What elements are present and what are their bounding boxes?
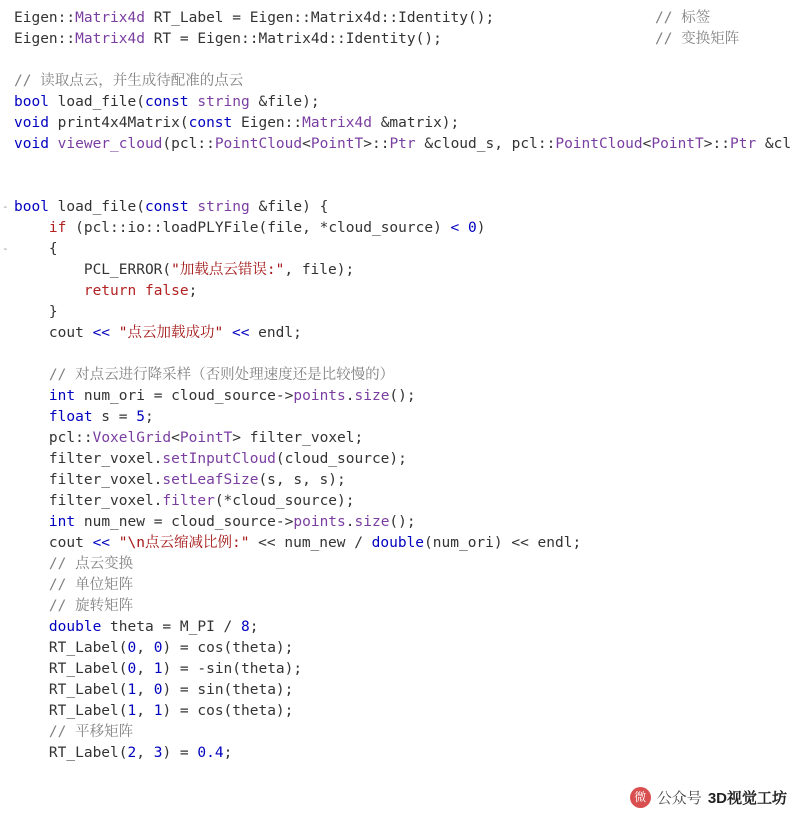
code-token: PointT <box>310 136 364 152</box>
code-token: &matrix); <box>371 115 460 131</box>
indent <box>14 493 49 509</box>
code-token: RT_Label( <box>48 640 128 656</box>
code-line <box>0 197 799 218</box>
code-token <box>136 283 145 299</box>
code-token: VoxelGrid <box>92 430 172 446</box>
code-token: const <box>188 115 233 131</box>
wechat-badge-icon: 微 <box>630 787 651 808</box>
trailing-comment-matrix: // 变换矩阵 <box>655 31 740 47</box>
code-token: ) = -sin(theta); <box>162 661 303 677</box>
code-token: RT = <box>144 31 198 47</box>
code-token <box>110 535 119 551</box>
code-token: viewer_cloud <box>57 136 163 152</box>
indent <box>14 472 49 488</box>
code-token: const <box>144 199 189 215</box>
code-token: PointT <box>179 430 233 446</box>
indent <box>14 220 49 236</box>
code-line <box>0 407 799 428</box>
code-token: Identity(); <box>398 10 495 26</box>
code-token: 5 <box>136 409 145 425</box>
code-token: ) <box>476 220 486 236</box>
code-token: (); <box>389 388 416 404</box>
code-token <box>223 325 232 341</box>
code-token: RT_Label( <box>48 661 128 677</box>
code-line <box>0 281 799 302</box>
code-token: num_new = cloud_source-> <box>75 514 294 530</box>
code-token: PCL_ERROR( <box>83 262 172 278</box>
code-token: Matrix4d <box>302 115 372 131</box>
code-token: 1 <box>127 682 137 698</box>
code-line <box>0 134 799 155</box>
code-token: double <box>48 619 102 635</box>
code-token: print4x4Matrix( <box>48 115 189 131</box>
indent <box>14 661 49 677</box>
code-line <box>0 638 799 659</box>
code-line <box>0 323 799 344</box>
code-token: , file); <box>284 262 355 278</box>
indent <box>14 535 49 551</box>
code-line <box>0 470 799 491</box>
code-token: 0 <box>127 640 137 656</box>
code-token: . <box>345 388 355 404</box>
code-token: PointT <box>651 136 704 152</box>
code-token: PointCloud <box>214 136 303 152</box>
code-token: setLeafSize <box>162 472 259 488</box>
code-token: bool <box>14 199 49 215</box>
code-token: RT_Label( <box>48 703 128 719</box>
code-token: float <box>48 409 93 425</box>
code-token <box>459 220 468 236</box>
code-token: void <box>14 115 49 131</box>
code-token: } <box>48 304 58 320</box>
code-token: &cloud_s, pcl <box>415 136 538 152</box>
indent <box>14 640 49 656</box>
code-token: < <box>642 136 652 152</box>
code-token: ; <box>249 619 259 635</box>
code-token: io <box>127 220 145 236</box>
code-line <box>0 302 799 323</box>
code-token: , <box>136 745 154 761</box>
code-token: (cloud_source); <box>275 451 407 467</box>
code-token: , <box>136 682 154 698</box>
code-line <box>0 92 799 113</box>
code-token: Identity(); <box>345 31 442 47</box>
code-line <box>0 386 799 407</box>
code-token: < <box>450 220 460 236</box>
indent <box>14 304 49 320</box>
code-line <box>0 596 799 617</box>
code-token: load_file( <box>48 94 145 110</box>
code-token: size <box>354 514 390 530</box>
code-token: Matrix4d <box>75 31 145 47</box>
code-token: ) = cos(theta); <box>162 640 294 656</box>
code-token: Ptr <box>729 136 757 152</box>
code-token: :: <box>110 220 128 236</box>
code-token: bool <box>14 94 49 110</box>
indent <box>14 388 49 404</box>
code-token: 1 <box>153 661 163 677</box>
code-token: const <box>144 94 189 110</box>
code-token: << <box>231 325 250 341</box>
code-line <box>0 512 799 533</box>
watermark-name: 3D视觉工坊 <box>707 790 787 807</box>
code-token: ) = sin(theta); <box>162 682 294 698</box>
code-token: 0 <box>127 661 137 677</box>
code-line <box>0 722 799 743</box>
code-line <box>0 239 799 260</box>
indent <box>14 367 49 383</box>
code-token: RT_Label( <box>48 682 128 698</box>
code-token: // 点云变换 <box>48 556 134 572</box>
code-line <box>0 155 799 176</box>
code-token: theta = M_PI / <box>101 619 241 635</box>
code-line <box>0 50 799 71</box>
code-token: // 旋转矩阵 <box>48 598 134 614</box>
code-token: :: <box>537 136 556 152</box>
code-token <box>232 115 241 131</box>
code-token: filter_voxel. <box>48 493 163 509</box>
code-token: . <box>345 514 355 530</box>
code-token: // 平移矩阵 <box>48 724 134 740</box>
code-token: loadPLYFile(file, *cloud_source) <box>162 220 451 236</box>
code-token: 0 <box>468 220 477 236</box>
code-token: ) = <box>162 745 198 761</box>
indent <box>14 745 49 761</box>
code-token: (pcl <box>162 136 198 152</box>
indent <box>14 451 49 467</box>
indent <box>14 619 49 635</box>
code-token: 1 <box>153 703 163 719</box>
code-token: return <box>83 283 137 299</box>
code-token: >:: <box>703 136 730 152</box>
code-token: load_file( <box>48 199 145 215</box>
code-token: :: <box>57 31 76 47</box>
code-token: Eigen <box>197 31 242 47</box>
code-token: 0.4 <box>197 745 224 761</box>
code-token: false <box>144 283 189 299</box>
fold-marker-icon[interactable]: - <box>2 200 9 213</box>
code-token: << <box>92 535 111 551</box>
code-token: (s, s, s); <box>258 472 346 488</box>
code-token: filter <box>162 493 215 509</box>
code-token: :: <box>380 10 399 26</box>
code-token: (num_ori) << endl; <box>424 535 582 551</box>
code-line <box>0 365 799 386</box>
code-line <box>0 554 799 575</box>
code-token: &cl <box>756 136 792 152</box>
code-token: ; <box>223 745 233 761</box>
code-token <box>110 325 119 341</box>
code-token: :: <box>57 10 76 26</box>
code-token: :: <box>75 430 93 446</box>
code-line <box>0 659 799 680</box>
code-line <box>0 617 799 638</box>
code-line <box>0 260 799 281</box>
indent <box>14 325 49 341</box>
code-token <box>49 136 58 152</box>
trailing-comment-label: // 标签 <box>655 10 711 26</box>
code-line <box>0 71 799 92</box>
code-token: string <box>197 94 250 110</box>
code-line <box>0 575 799 596</box>
code-token: points <box>293 514 346 530</box>
indent <box>14 430 49 446</box>
code-token: if <box>48 220 67 236</box>
code-token: num_ori = cloud_source-> <box>75 388 294 404</box>
code-token: 0 <box>153 640 163 656</box>
code-token: Eigen <box>241 115 285 131</box>
code-token: double <box>371 535 425 551</box>
indent <box>14 283 84 299</box>
code-token: Eigen <box>14 10 58 26</box>
code-token: (*cloud_source); <box>214 493 355 509</box>
fold-marker-icon[interactable]: - <box>2 242 9 255</box>
code-line <box>0 701 799 722</box>
indent <box>14 598 49 614</box>
indent <box>14 724 49 740</box>
code-token: 3 <box>153 745 163 761</box>
code-token: :: <box>284 115 303 131</box>
code-token: (); <box>389 514 416 530</box>
code-token: string <box>197 199 250 215</box>
code-token: :: <box>328 31 346 47</box>
code-token: endl; <box>249 325 302 341</box>
indent <box>14 577 49 593</box>
code-token: , <box>136 640 154 656</box>
code-token: Matrix4d <box>258 31 329 47</box>
code-token: 1 <box>127 703 137 719</box>
code-token: , <box>136 661 154 677</box>
code-token: &file); <box>249 94 320 110</box>
code-token: << <box>92 325 111 341</box>
code-line <box>0 428 799 449</box>
code-token: int <box>48 514 76 530</box>
code-token: // 对点云进行降采样（否则处理速度还是比较慢的） <box>48 367 395 383</box>
code-token: RT_Label( <box>48 745 128 761</box>
code-token: 0 <box>153 682 163 698</box>
code-token: Matrix4d <box>310 10 381 26</box>
code-token: 2 <box>127 745 137 761</box>
code-token: :: <box>197 136 215 152</box>
code-token: RT_Label = <box>144 10 250 26</box>
code-token: cout <box>48 325 93 341</box>
code-token: "\n点云缩减比例:" <box>118 535 250 551</box>
code-line <box>0 344 799 365</box>
code-token: >:: <box>363 136 390 152</box>
code-token: ) = cos(theta); <box>162 703 294 719</box>
code-token: Ptr <box>389 136 416 152</box>
code-line <box>0 449 799 470</box>
code-token: pcl <box>48 430 76 446</box>
code-line <box>0 743 799 764</box>
code-token: > filter_voxel; <box>232 430 364 446</box>
indent <box>14 682 49 698</box>
code-token: &file) { <box>249 199 329 215</box>
code-line <box>0 176 799 197</box>
code-token: ; <box>144 409 154 425</box>
code-lines-container <box>0 8 799 764</box>
watermark <box>630 787 787 808</box>
code-token: void <box>14 136 49 152</box>
code-token: Eigen <box>249 10 294 26</box>
code-token: filter_voxel. <box>48 472 163 488</box>
code-token: (pcl <box>66 220 111 236</box>
code-token: Matrix4d <box>75 10 145 26</box>
code-line <box>0 113 799 134</box>
code-token: cout <box>48 535 93 551</box>
code-token: ; <box>188 283 198 299</box>
code-line <box>0 533 799 554</box>
indent <box>14 703 49 719</box>
watermark-prefix: 公众号 <box>656 790 702 807</box>
code-token: "点云加载成功" <box>118 325 224 341</box>
indent <box>14 262 84 278</box>
code-line <box>0 491 799 512</box>
code-token: "加载点云错误:" <box>171 262 285 278</box>
code-token: < <box>171 430 180 446</box>
indent <box>14 514 49 530</box>
indent <box>14 241 49 257</box>
code-token: setInputCloud <box>162 451 276 467</box>
code-line <box>0 218 799 239</box>
code-token: s = <box>92 409 137 425</box>
indent <box>14 409 49 425</box>
code-token: 8 <box>241 619 250 635</box>
indent <box>14 556 49 572</box>
code-token: { <box>48 241 58 257</box>
code-token: :: <box>293 10 311 26</box>
code-token: , <box>136 703 154 719</box>
code-token: << num_new / <box>249 535 372 551</box>
code-token: int <box>48 388 76 404</box>
code-token: points <box>293 388 346 404</box>
code-token: // 单位矩阵 <box>48 577 134 593</box>
code-line <box>0 680 799 701</box>
code-token: PointCloud <box>555 136 643 152</box>
code-token: Eigen <box>14 31 58 47</box>
code-token: :: <box>144 220 163 236</box>
code-token: :: <box>241 31 259 47</box>
code-token: // 读取点云，并生成待配准的点云 <box>14 73 244 89</box>
code-token: < <box>302 136 311 152</box>
code-token: size <box>354 388 390 404</box>
code-token: filter_voxel. <box>48 451 163 467</box>
